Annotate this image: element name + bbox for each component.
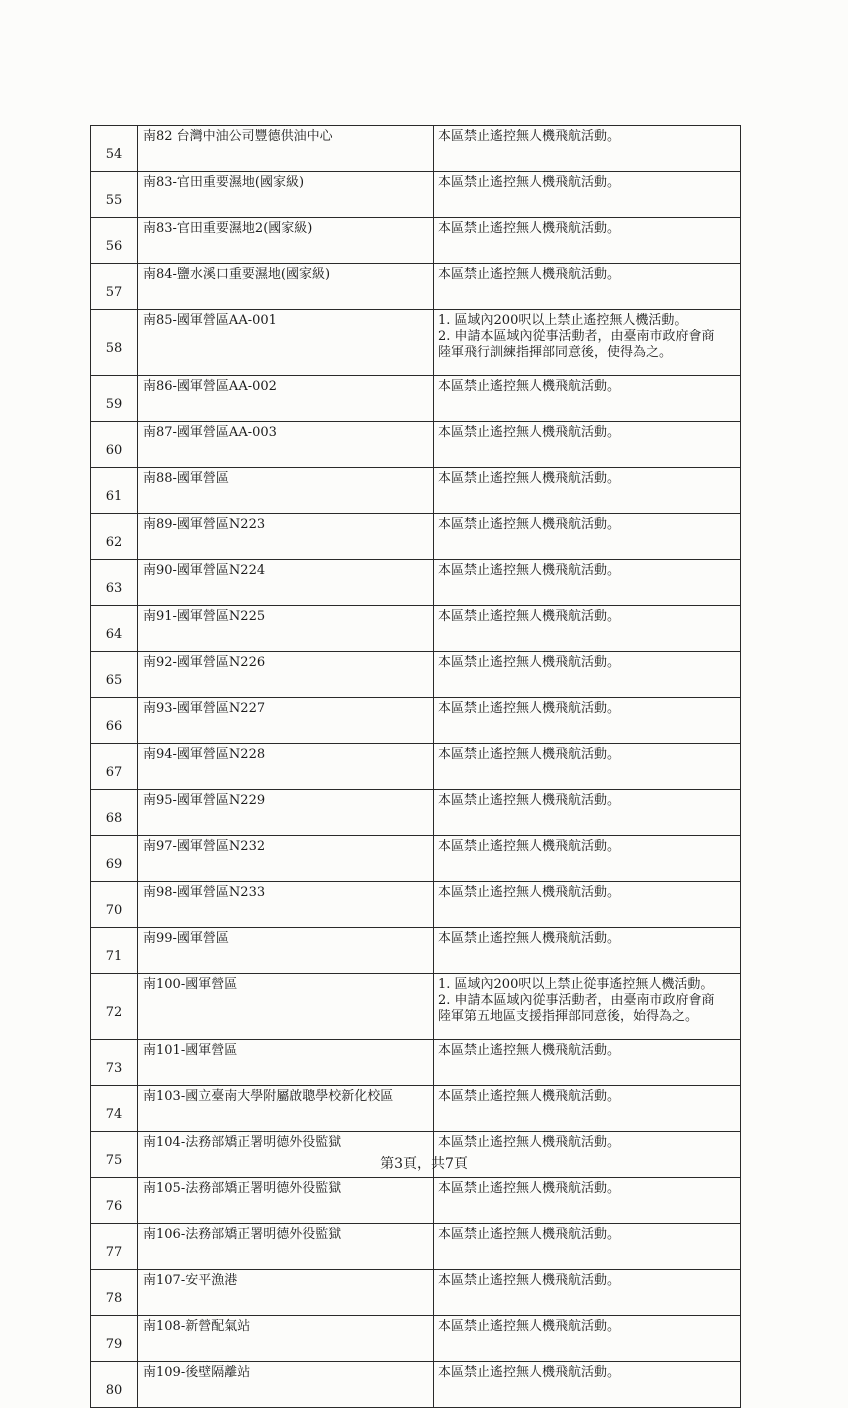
table-row xyxy=(91,1086,741,1132)
table-row xyxy=(91,698,741,744)
zone-rule xyxy=(434,1224,741,1270)
zone-rule xyxy=(434,928,741,974)
row-number: 55 xyxy=(91,172,138,218)
page-footer: 第3頁，共7頁 xyxy=(380,1156,468,1172)
table-row xyxy=(91,376,741,422)
rule-line: 1. 區域內200呎以上禁止從事遙控無人機活動。 xyxy=(438,977,714,992)
zone-name: 南108-新營配氣站 xyxy=(138,1316,434,1362)
rule-line: 本區禁止遙控無人機飛航活動。 xyxy=(438,517,621,532)
row-number: 67 xyxy=(91,744,138,790)
zone-name: 南89-國軍營區N223 xyxy=(138,514,434,560)
restricted-zone-table xyxy=(90,125,741,1408)
row-number: 56 xyxy=(91,218,138,264)
rule-line: 本區禁止遙控無人機飛航活動。 xyxy=(438,379,621,394)
row-number: 61 xyxy=(91,468,138,514)
zone-name: 南105-法務部矯正署明德外役監獄 xyxy=(138,1178,434,1224)
row-number: 75 xyxy=(91,1132,138,1178)
zone-rule xyxy=(434,790,741,836)
zone-rule xyxy=(434,560,741,606)
zone-name: 南83-官田重要濕地(國家級) xyxy=(138,172,434,218)
zone-name: 南98-國軍營區N233 xyxy=(138,882,434,928)
row-number: 54 xyxy=(91,126,138,172)
table-row xyxy=(91,1362,741,1408)
rule-line: 本區禁止遙控無人機飛航活動。 xyxy=(438,267,621,282)
zone-rule xyxy=(434,422,741,468)
rule-line: 本區禁止遙控無人機飛航活動。 xyxy=(438,931,621,946)
rule-line: 本區禁止遙控無人機飛航活動。 xyxy=(438,563,621,578)
rule-line: 本區禁止遙控無人機飛航活動。 xyxy=(438,701,621,716)
zone-name: 南84-鹽水溪口重要濕地(國家級) xyxy=(138,264,434,310)
rule-line: 本區禁止遙控無人機飛航活動。 xyxy=(438,1135,621,1150)
rule-line: 本區禁止遙控無人機飛航活動。 xyxy=(438,1227,621,1242)
zone-name: 南88-國軍營區 xyxy=(138,468,434,514)
row-number: 57 xyxy=(91,264,138,310)
row-number: 74 xyxy=(91,1086,138,1132)
table-row xyxy=(91,652,741,698)
zone-name: 南97-國軍營區N232 xyxy=(138,836,434,882)
table-row xyxy=(91,606,741,652)
rule-line: 2. 申請本區域內從事活動者，由臺南市政府會商 xyxy=(438,993,715,1008)
row-number: 71 xyxy=(91,928,138,974)
zone-rule xyxy=(434,744,741,790)
zone-rule xyxy=(434,1270,741,1316)
rule-line: 本區禁止遙控無人機飛航活動。 xyxy=(438,425,621,440)
zone-rule xyxy=(434,310,741,376)
zone-name: 南93-國軍營區N227 xyxy=(138,698,434,744)
row-number: 80 xyxy=(91,1362,138,1408)
rule-line: 本區禁止遙控無人機飛航活動。 xyxy=(438,609,621,624)
zone-rule xyxy=(434,1178,741,1224)
rule-line: 本區禁止遙控無人機飛航活動。 xyxy=(438,1319,621,1334)
zone-name: 南101-國軍營區 xyxy=(138,1040,434,1086)
zone-name: 南86-國軍營區AA-002 xyxy=(138,376,434,422)
row-number: 62 xyxy=(91,514,138,560)
table-row xyxy=(91,928,741,974)
row-number: 66 xyxy=(91,698,138,744)
row-number: 59 xyxy=(91,376,138,422)
zone-rule xyxy=(434,1040,741,1086)
rule-line: 2. 申請本區域內從事活動者，由臺南市政府會商 xyxy=(438,329,715,344)
rule-line: 本區禁止遙控無人機飛航活動。 xyxy=(438,129,621,144)
zone-name: 南82 台灣中油公司豐德供油中心 xyxy=(138,126,434,172)
zone-name: 南92-國軍營區N226 xyxy=(138,652,434,698)
zone-name: 南103-國立臺南大學附屬啟聰學校新化校區 xyxy=(138,1086,434,1132)
row-number: 70 xyxy=(91,882,138,928)
zone-name: 南83-官田重要濕地2(國家級) xyxy=(138,218,434,264)
row-number: 68 xyxy=(91,790,138,836)
zone-name: 南94-國軍營區N228 xyxy=(138,744,434,790)
zone-name: 南109-後壁隔離站 xyxy=(138,1362,434,1408)
table-row xyxy=(91,836,741,882)
rule-line: 本區禁止遙控無人機飛航活動。 xyxy=(438,175,621,190)
zone-rule xyxy=(434,652,741,698)
zone-name: 南100-國軍營區 xyxy=(138,974,434,1040)
row-number: 77 xyxy=(91,1224,138,1270)
row-number: 63 xyxy=(91,560,138,606)
zone-rule xyxy=(434,376,741,422)
zone-name: 南99-國軍營區 xyxy=(138,928,434,974)
row-number: 76 xyxy=(91,1178,138,1224)
row-number: 72 xyxy=(91,974,138,1040)
table-body xyxy=(91,126,741,1408)
table-row xyxy=(91,882,741,928)
rule-line: 本區禁止遙控無人機飛航活動。 xyxy=(438,1181,621,1196)
row-number: 58 xyxy=(91,310,138,376)
zone-rule xyxy=(434,514,741,560)
table-row xyxy=(91,744,741,790)
rule-line: 本區禁止遙控無人機飛航活動。 xyxy=(438,1043,621,1058)
zone-rule xyxy=(434,1086,741,1132)
rule-line: 本區禁止遙控無人機飛航活動。 xyxy=(438,1365,621,1380)
rule-line: 本區禁止遙控無人機飛航活動。 xyxy=(438,655,621,670)
zone-name: 南104-法務部矯正署明德外役監獄 xyxy=(138,1132,434,1178)
zone-rule xyxy=(434,1362,741,1408)
table-row xyxy=(91,310,741,376)
table-row xyxy=(91,1178,741,1224)
zone-rule xyxy=(434,606,741,652)
rule-line: 本區禁止遙控無人機飛航活動。 xyxy=(438,793,621,808)
zone-name: 南85-國軍營區AA-001 xyxy=(138,310,434,376)
table-row xyxy=(91,422,741,468)
rule-line: 陸軍第五地區支援指揮部同意後，始得為之。 xyxy=(438,1009,699,1024)
table-row xyxy=(91,514,741,560)
table-row xyxy=(91,1270,741,1316)
zone-rule xyxy=(434,126,741,172)
rule-line: 本區禁止遙控無人機飛航活動。 xyxy=(438,1273,621,1288)
rule-line: 本區禁止遙控無人機飛航活動。 xyxy=(438,747,621,762)
table-row xyxy=(91,218,741,264)
row-number: 69 xyxy=(91,836,138,882)
rule-line: 1. 區域內200呎以上禁止遙控無人機活動。 xyxy=(438,313,688,328)
table-row xyxy=(91,560,741,606)
row-number: 78 xyxy=(91,1270,138,1316)
rule-line: 陸軍飛行訓練指揮部同意後，使得為之。 xyxy=(438,345,673,360)
table-row xyxy=(91,1316,741,1362)
zone-name: 南87-國軍營區AA-003 xyxy=(138,422,434,468)
row-number: 79 xyxy=(91,1316,138,1362)
zone-rule xyxy=(434,264,741,310)
zone-rule xyxy=(434,974,741,1040)
rule-line: 本區禁止遙控無人機飛航活動。 xyxy=(438,1089,621,1104)
zone-name: 南107-安平漁港 xyxy=(138,1270,434,1316)
table-row xyxy=(91,1040,741,1086)
table-row xyxy=(91,264,741,310)
row-number: 64 xyxy=(91,606,138,652)
rule-line: 本區禁止遙控無人機飛航活動。 xyxy=(438,839,621,854)
row-number: 73 xyxy=(91,1040,138,1086)
row-number: 65 xyxy=(91,652,138,698)
table-row xyxy=(91,468,741,514)
rule-line: 本區禁止遙控無人機飛航活動。 xyxy=(438,885,621,900)
zone-name: 南90-國軍營區N224 xyxy=(138,560,434,606)
rule-line: 本區禁止遙控無人機飛航活動。 xyxy=(438,471,621,486)
zone-rule xyxy=(434,468,741,514)
table-row xyxy=(91,1224,741,1270)
rule-line: 本區禁止遙控無人機飛航活動。 xyxy=(438,221,621,236)
table-row xyxy=(91,126,741,172)
table-row xyxy=(91,172,741,218)
row-number: 60 xyxy=(91,422,138,468)
zone-name: 南91-國軍營區N225 xyxy=(138,606,434,652)
table-row xyxy=(91,974,741,1040)
zone-rule xyxy=(434,698,741,744)
zone-rule xyxy=(434,172,741,218)
zone-name: 南106-法務部矯正署明德外役監獄 xyxy=(138,1224,434,1270)
zone-name: 南95-國軍營區N229 xyxy=(138,790,434,836)
zone-rule xyxy=(434,218,741,264)
zone-rule xyxy=(434,836,741,882)
zone-rule xyxy=(434,882,741,928)
zone-rule xyxy=(434,1316,741,1362)
table-row xyxy=(91,790,741,836)
